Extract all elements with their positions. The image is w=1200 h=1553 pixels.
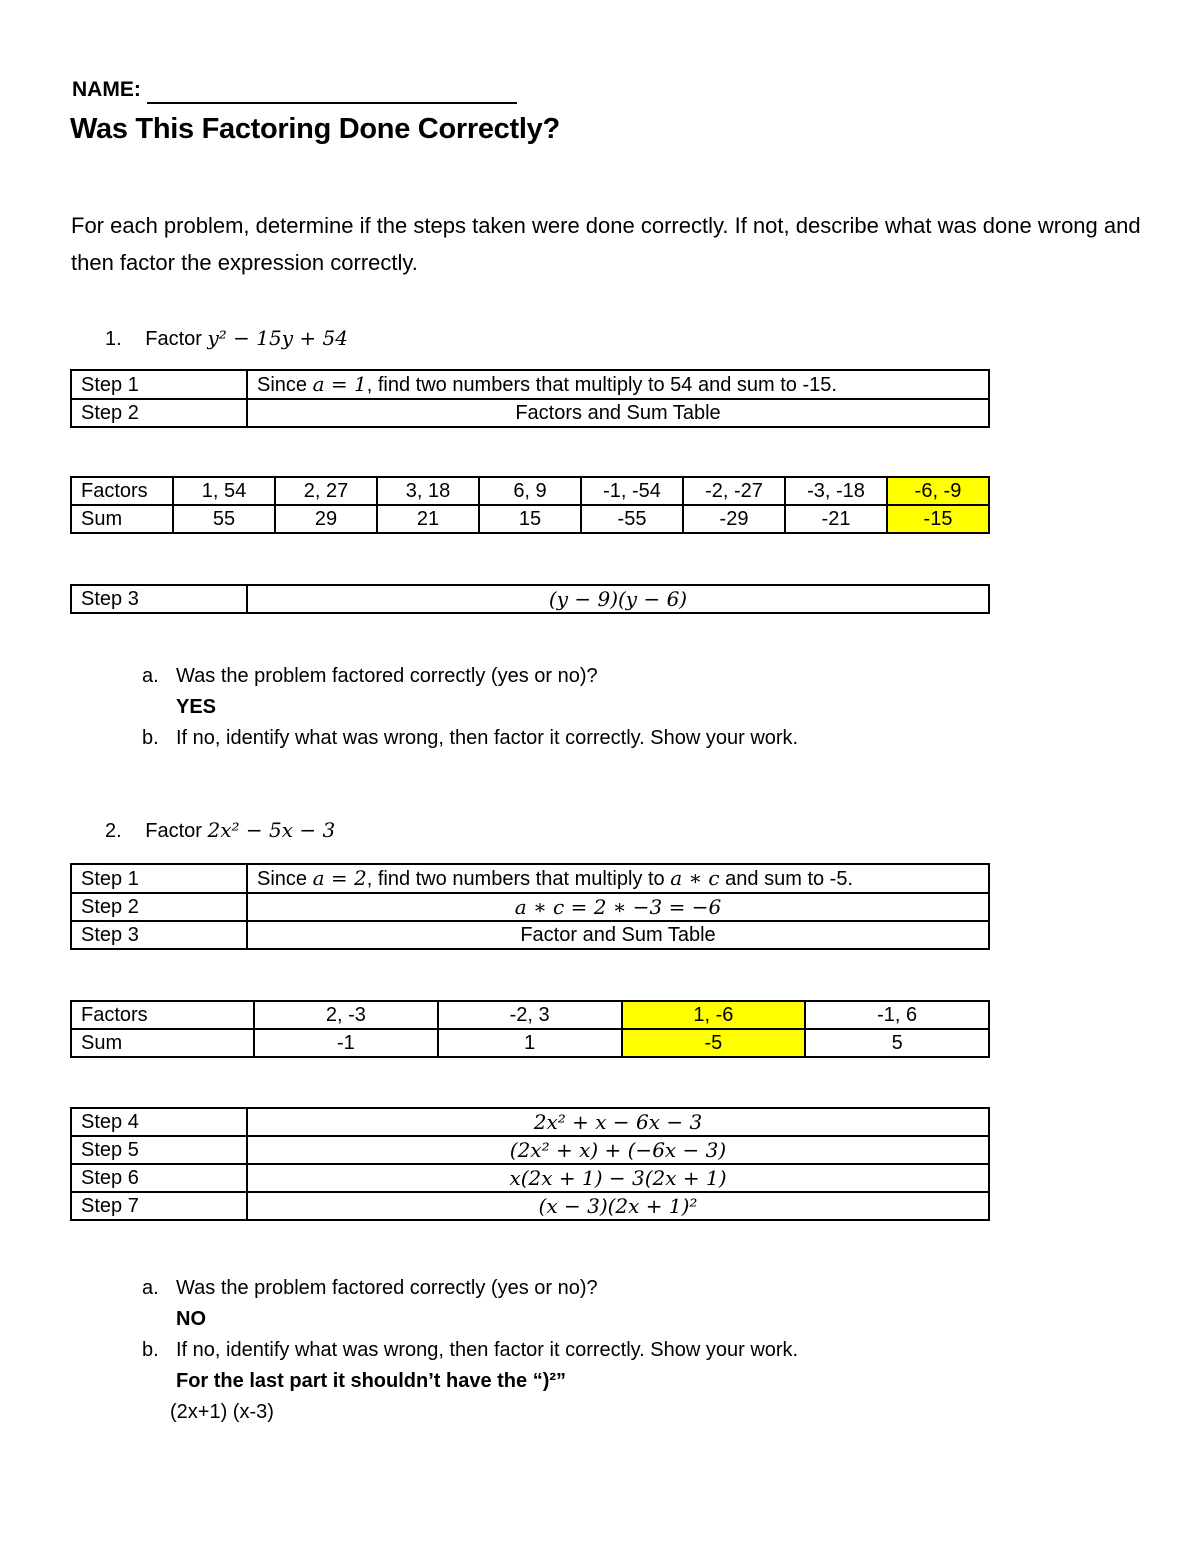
problem-number: 1.	[105, 328, 122, 350]
factor-pair-cell: 1, -6	[622, 1001, 806, 1029]
step-math: a ∗ c	[670, 866, 720, 890]
problem-1-factors-table	[70, 476, 990, 534]
table-row	[71, 477, 989, 505]
factor-pair-cell: 6, 9	[479, 477, 581, 505]
factor-pair-cell: -3, -18	[785, 477, 887, 505]
question-b-letter: b.	[142, 727, 159, 749]
page-title: Was This Factoring Done Correctly?	[70, 113, 560, 145]
sum-cell: -55	[581, 505, 683, 533]
question-b-answer-factored: (2x+1) (x-3)	[170, 1401, 274, 1423]
problem-1-step3-table	[70, 584, 990, 614]
step-math: x(2x + 1) − 3(2x + 1)	[247, 1164, 989, 1192]
sum-cell: -21	[785, 505, 887, 533]
step-content: Factors and Sum Table	[247, 399, 989, 427]
problem-expression: y² − 15y + 54	[207, 326, 348, 350]
table-row	[71, 1164, 989, 1192]
step-math: a = 1	[312, 372, 367, 396]
problem-1-questions	[142, 661, 942, 761]
step-text: Since	[257, 868, 313, 890]
sum-cell: -1	[254, 1029, 438, 1057]
step-math: 2x² + x − 6x − 3	[247, 1108, 989, 1136]
question-a-text: Was the problem factored correctly (yes or no)?	[176, 1277, 598, 1299]
factor-pair-cell: -2, -27	[683, 477, 785, 505]
factor-pair-cell: 2, -3	[254, 1001, 438, 1029]
step-label: Step 5	[71, 1136, 247, 1164]
sum-cell: 29	[275, 505, 377, 533]
problem-prompt: Factor	[145, 328, 202, 350]
step-content: Factor and Sum Table	[247, 921, 989, 949]
sum-cell: 55	[173, 505, 275, 533]
question-a-answer: YES	[176, 696, 217, 718]
step-math: (y − 9)(y − 6)	[247, 585, 989, 613]
problem-expression: 2x² − 5x − 3	[207, 818, 336, 842]
question-b-text: If no, identify what was wrong, then factor it correctly. Show your work.	[176, 727, 799, 749]
name-label: NAME:	[72, 78, 141, 101]
problem-2-steps-b-table	[70, 1107, 990, 1221]
step-math: a = 2	[312, 866, 367, 890]
sum-cell: 21	[377, 505, 479, 533]
factor-pair-cell: -2, 3	[438, 1001, 622, 1029]
sum-cell: -5	[622, 1029, 806, 1057]
step-label: Step 7	[71, 1192, 247, 1220]
question-b-letter: b.	[142, 1339, 159, 1361]
instructions: For each problem, determine if the steps taken were done correctly. If not, describe what was done wrong and then factor the expression correctly.	[71, 213, 1141, 275]
sum-cell: 5	[805, 1029, 989, 1057]
table-row	[71, 505, 989, 533]
row-label: Factors	[71, 477, 173, 505]
step-label: Step 1	[71, 370, 247, 399]
row-label: Sum	[71, 1029, 254, 1057]
step-label: Step 6	[71, 1164, 247, 1192]
problem-1-steps-table	[70, 369, 990, 428]
step-label: Step 1	[71, 864, 247, 893]
step-text: Since	[257, 374, 313, 396]
table-row	[71, 893, 989, 921]
factor-pair-cell: 1, 54	[173, 477, 275, 505]
problem-2-questions	[142, 1273, 1042, 1433]
question-a-letter: a.	[142, 665, 159, 687]
step-text: , find two numbers that multiply to	[366, 868, 671, 890]
step-label: Step 4	[71, 1108, 247, 1136]
name-blank-line	[147, 102, 517, 104]
factor-pair-cell: -1, -54	[581, 477, 683, 505]
row-label: Factors	[71, 1001, 254, 1029]
table-row	[71, 1136, 989, 1164]
question-b-text: If no, identify what was wrong, then factor it correctly. Show your work.	[176, 1339, 799, 1361]
problem-1-heading	[105, 326, 348, 351]
question-a-letter: a.	[142, 1277, 159, 1299]
step-label: Step 3	[71, 585, 247, 613]
step-label: Step 3	[71, 921, 247, 949]
sum-cell: 15	[479, 505, 581, 533]
step-text: and sum to -5.	[719, 868, 854, 890]
table-row	[71, 1029, 989, 1057]
factor-pair-cell: 3, 18	[377, 477, 479, 505]
question-a-text: Was the problem factored correctly (yes or no)?	[176, 665, 598, 687]
problem-prompt: Factor	[145, 820, 202, 842]
step-math: a ∗ c = 2 ∗ −3 = −6	[247, 893, 989, 921]
problem-2-steps-table	[70, 863, 990, 950]
row-label: Sum	[71, 505, 173, 533]
step-math: (x − 3)(2x + 1)²	[247, 1192, 989, 1220]
question-b-answer: For the last part it shouldn’t have the “)²”	[176, 1370, 567, 1392]
table-row	[71, 1108, 989, 1136]
step-content	[247, 370, 989, 399]
sum-cell: -29	[683, 505, 785, 533]
table-row	[71, 1001, 989, 1029]
factor-pair-cell: -6, -9	[887, 477, 989, 505]
sum-cell: 1	[438, 1029, 622, 1057]
question-a-answer: NO	[176, 1308, 206, 1330]
step-label: Step 2	[71, 399, 247, 427]
factor-pair-cell: 2, 27	[275, 477, 377, 505]
sum-cell: -15	[887, 505, 989, 533]
table-row	[71, 585, 989, 613]
step-math: (2x² + x) + (−6x − 3)	[247, 1136, 989, 1164]
factor-pair-cell: -1, 6	[805, 1001, 989, 1029]
table-row	[71, 921, 989, 949]
table-row	[71, 864, 989, 893]
problem-number: 2.	[105, 820, 122, 842]
table-row	[71, 399, 989, 427]
problem-2-factors-table	[70, 1000, 990, 1058]
table-row	[71, 370, 989, 399]
table-row	[71, 1192, 989, 1220]
step-label: Step 2	[71, 893, 247, 921]
step-content	[247, 864, 989, 893]
step-text: , find two numbers that multiply to 54 and sum to -15.	[366, 374, 837, 396]
problem-2-heading	[105, 818, 335, 843]
